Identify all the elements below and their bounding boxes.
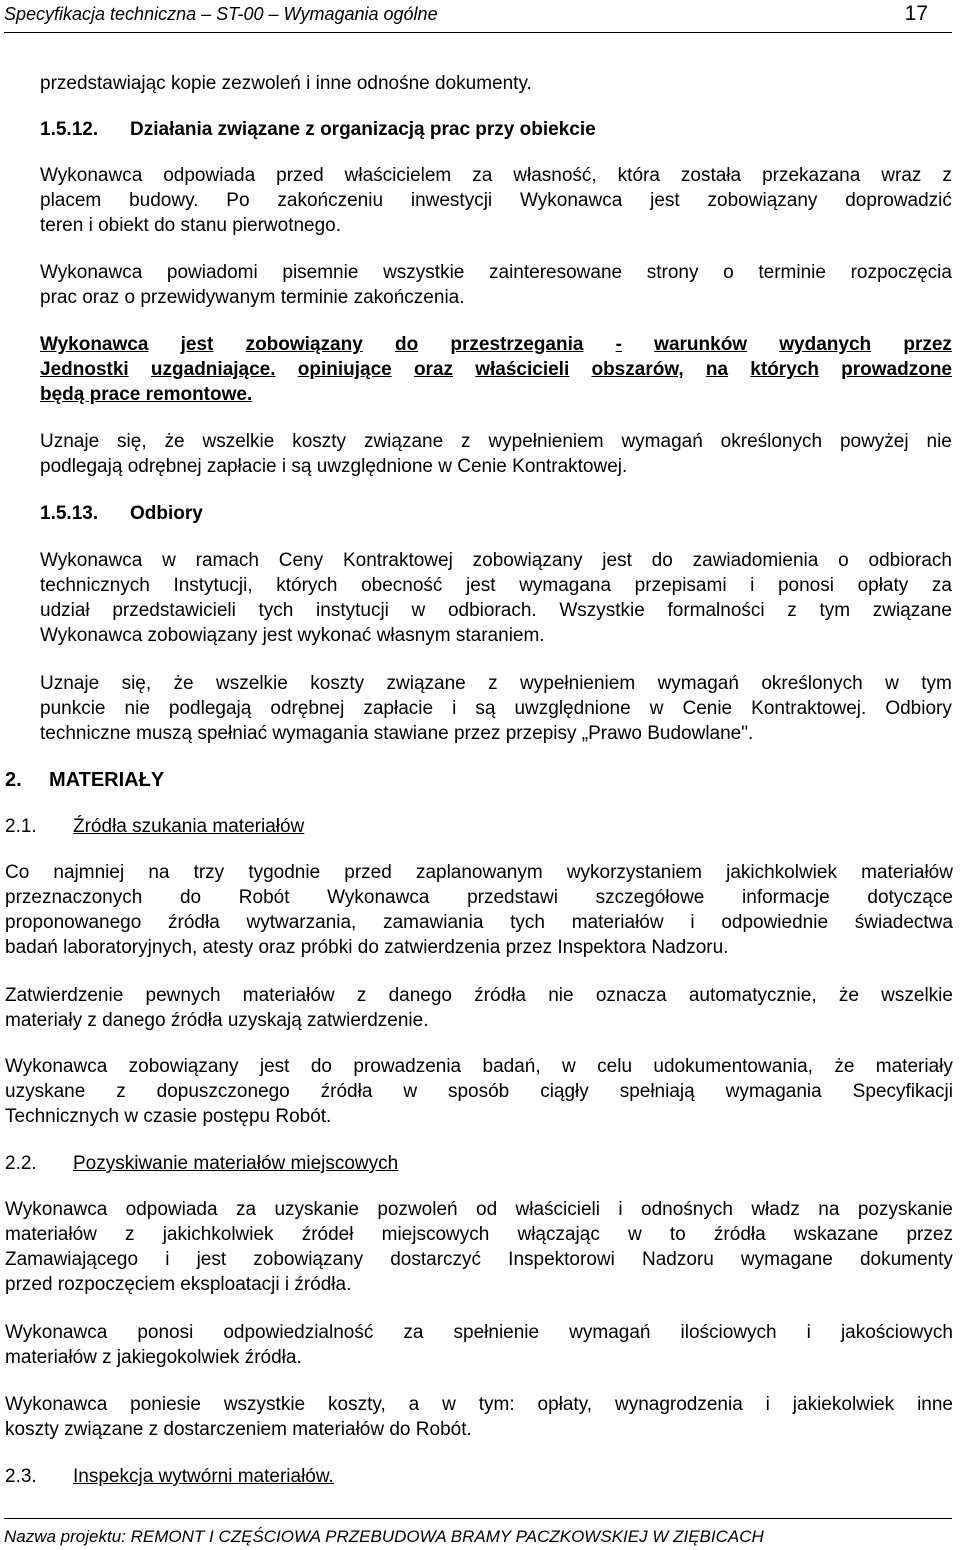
text-line: przed rozpoczęciem eksploatacji i źródła. xyxy=(5,1274,352,1295)
section-number: 1.5.12. xyxy=(40,119,99,140)
text-line: teren i obiekt do stanu pierwotnego. xyxy=(40,215,342,236)
text-line: Co najmniej na trzy tygodnie przed zaplanowanym wykorzystaniem jakichkolwiek materiałów xyxy=(5,862,953,883)
section-title: Działania związane z organizacją prac przy obiekcie xyxy=(130,119,596,140)
section-number: 1.5.13. xyxy=(40,503,99,524)
footer-project-name: Nazwa projektu: REMONT I CZĘŚCIOWA PRZEBUDOWA BRAMY PACZKOWSKIEJ W ZIĘBICACH xyxy=(4,1527,764,1546)
subsection-number: 2.3. xyxy=(5,1466,37,1487)
text-line: Wykonawca w ramach Ceny Kontraktowej zobowiązany jest do zawiadomienia o odbiorach xyxy=(40,550,952,571)
text-line: Wykonawca powiadomi pisemnie wszystkie zainteresowane strony o terminie rozpoczęcia xyxy=(40,262,952,283)
page-header xyxy=(4,0,952,33)
text-line: Wykonawca odpowiada za uzyskanie pozwoleń od właścicieli i odnośnych władz na pozyskanie xyxy=(5,1199,953,1220)
text-line: Uznaje się, że wszelkie koszty związane z wypełnieniem wymagań określonych powyżej nie xyxy=(40,431,952,452)
text-line: prac oraz o przewidywanym terminie zakończenia. xyxy=(40,287,465,308)
chapter-heading-2 xyxy=(5,769,164,791)
text-line: proponowanego źródła wytwarzania, zamawiania tych materiałów i odpowiednie świadectwa xyxy=(5,912,953,933)
text-line: materiałów z jakichkolwiek źródeł miejscowych włączając w to źródła wskazane przez xyxy=(5,1224,953,1245)
text-line: Wykonawca poniesie wszystkie koszty, a w tym: opłaty, wynagrodzenia i jakiekolwiek inne xyxy=(5,1394,953,1415)
text-line: przedstawiając kopie zezwoleń i inne odnośne dokumenty. xyxy=(40,73,532,94)
text-line: Wykonawca zobowiązany jest do prowadzenia badań, w celu udokumentowania, że materiały xyxy=(5,1056,953,1077)
text-line: materiałów z jakiegokolwiek źródła. xyxy=(5,1347,302,1368)
subsection-number: 2.1. xyxy=(5,816,37,837)
subsection-heading-2-1 xyxy=(5,816,304,838)
text-line: Technicznych w czasie postępu Robót. xyxy=(5,1106,332,1127)
text-line: udział przedstawicieli tych instytucji w odbiorach. Wszystkie formalności z tym związane xyxy=(40,600,952,621)
subsection-number: 2.2. xyxy=(5,1153,37,1174)
text-line: punkcie nie podlegają odrębnej zapłacie i są uwzględnione w Cenie Kontraktowej. Odbiory xyxy=(40,698,952,719)
section-heading-1-5-12 xyxy=(40,119,596,141)
chapter-number: 2. xyxy=(5,769,22,791)
underlined-text-line: Wykonawca jest zobowiązany do przestrzegania - warunków wydanych przez xyxy=(40,334,952,355)
text-line: Uznaje się, że wszelkie koszty związane z wypełnieniem wymagań określonych w tym xyxy=(40,673,952,694)
text-line: Wykonawca zobowiązany jest wykonać własnym staraniem. xyxy=(40,625,545,646)
subsection-heading-2-2 xyxy=(5,1153,398,1175)
page-number: 17 xyxy=(904,2,928,25)
text-line: materiały z danego źródła uzyskają zatwierdzenie. xyxy=(5,1010,429,1031)
text-line: technicznych Instytucji, których obecność jest wymagana przepisami i ponosi opłaty za xyxy=(40,575,952,596)
subsection-title: Źródła szukania materiałów xyxy=(73,816,305,837)
underlined-text-line: będą prace remontowe. xyxy=(40,384,253,405)
subsection-heading-2-3 xyxy=(5,1466,334,1488)
text-line: techniczne muszą spełniać wymagania stawiane przez przepisy „Prawo Budowlane". xyxy=(40,723,754,744)
text-line: koszty związane z dostarczeniem materiałów do Robót. xyxy=(5,1419,472,1440)
text-line: badań laboratoryjnych, atesty oraz próbki do zatwierdzenia przez Inspektora Nadzoru. xyxy=(5,937,729,958)
text-line: Wykonawca ponosi odpowiedzialność za spełnienie wymagań ilościowych i jakościowych xyxy=(5,1322,953,1343)
chapter-title: MATERIAŁY xyxy=(49,769,165,791)
text-line: Wykonawca odpowiada przed właścicielem za własność, która została przekazana wraz z xyxy=(40,165,952,186)
section-title: Odbiory xyxy=(130,503,203,524)
text-line: placem budowy. Po zakończeniu inwestycji Wykonawca jest zobowiązany doprowadzić xyxy=(40,190,952,211)
subsection-title: Inspekcja wytwórni materiałów. xyxy=(73,1466,334,1487)
subsection-title: Pozyskiwanie materiałów miejscowych xyxy=(73,1153,399,1174)
text-line: przeznaczonych do Robót Wykonawca przedstawi szczegółowe informacje dotyczące xyxy=(5,887,953,908)
text-line: Zatwierdzenie pewnych materiałów z danego źródła nie oznacza automatycznie, że wszelkie xyxy=(5,985,953,1006)
page-footer xyxy=(4,1518,952,1550)
text-line: Zamawiającego i jest zobowiązany dostarczyć Inspektorowi Nadzoru wymagane dokumenty xyxy=(5,1249,953,1270)
text-line: uzyskane z dopuszczonego źródła w sposób ciągły spełniają wymagania Specyfikacji xyxy=(5,1081,953,1102)
underlined-text-line: Jednostki uzgadniające. opiniujące oraz właścicieli obszarów, na których prowadzone xyxy=(40,359,952,380)
header-title: Specyfikacja techniczna – ST-00 – Wymagania ogólne xyxy=(4,4,438,24)
section-heading-1-5-13 xyxy=(40,503,203,525)
text-line: podlegają odrębnej zapłacie i są uwzględnione w Cenie Kontraktowej. xyxy=(40,456,628,477)
